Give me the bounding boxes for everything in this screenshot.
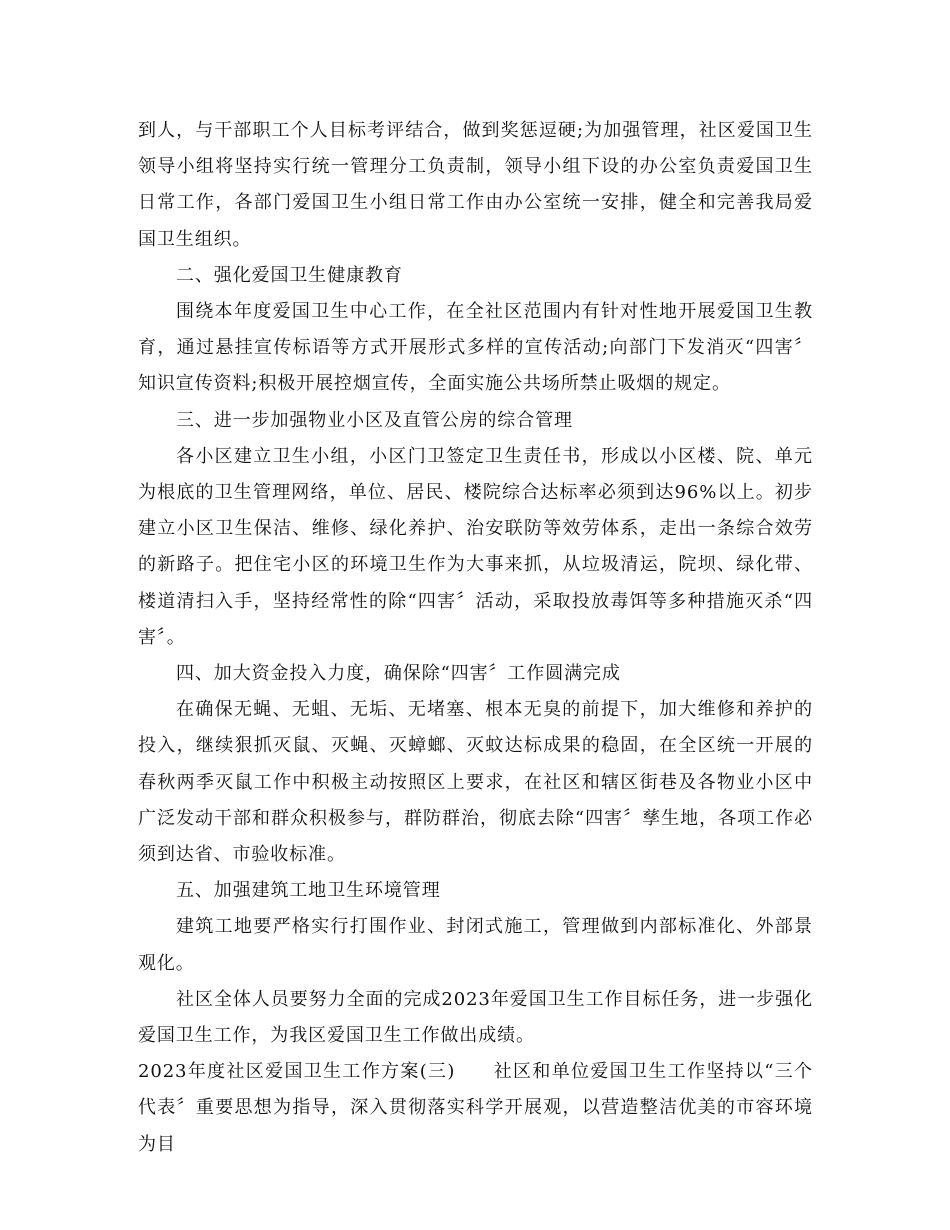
plan-three-title: 2023年度社区爱国卫生工作方案(三) — [138, 1061, 456, 1083]
section-heading-5: 五、加强建筑工地卫生环境管理 — [176, 880, 441, 902]
document-page — [138, 113, 813, 1163]
paragraph-conclusion: 社区全体人员要努力全面的完成2023年爱国卫生工作目标任务，进一步强化爱国卫生工作，为我区爱国卫生工作做出成绩。 — [138, 988, 813, 1047]
paragraph-funding: 在确保无蝇、无蛆、无垢、无堵塞、根本无臭的前提下，加大维修和养护的投入，继续狠抓灭鼠、灭蝇、灭蟑螂、灭蚊达标成果的稳固，在全区统一开展的春秋两季灭鼠工作中积极主动按照区上要求，在社区和辖区街巷及各物业小区中广泛发动干部和群众积极参与，群防群治，彻底去除“四害〞孳生地，各项工作必须到达省、市验收标准。 — [138, 699, 813, 866]
plan-three-body: 社区和单位爱国卫生工作坚持以“三个代表〞重要思想为指导，深入贯彻落实科学开展观，以营造整洁优美的市容环境为目 — [138, 1061, 813, 1155]
paragraph-community-management: 各小区建立卫生小组，小区门卫签定卫生责任书，形成以小区楼、院、单元为根底的卫生管理网络，单位、居民、楼院综合达标率必须到达96%以上。初步建立小区卫生保洁、维修、绿化养护、治安联防等效劳体系，走出一条综合效劳的新路子。把住宅小区的环境卫生作为大事来抓，从垃圾清运，院坝、绿化带、楼道清扫入手，坚持经常性的除“四害〞活动，采取投放毒饵等多种措施灭杀“四害〞。 — [138, 445, 813, 648]
section-heading-4: 四、加大资金投入力度，确保除“四害〞工作圆满完成 — [176, 663, 621, 685]
paragraph-construction-sites: 建筑工地要严格实行打围作业、封闭式施工，管理做到内部标准化、外部景观化。 — [138, 916, 813, 974]
plan-three-paragraph — [138, 1054, 813, 1163]
section-heading-3: 三、进一步加强物业小区及直管公房的综合管理 — [176, 409, 573, 431]
section-heading-2: 二、强化爱国卫生健康教育 — [176, 264, 403, 286]
paragraph-continuation: 到人，与干部职工个人目标考评结合，做到奖惩逗硬;为加强管理，社区爱国卫生领导小组将坚持实行统一管理分工负责制，领导小组下设的办公室负责爱国卫生日常工作，各部门爱国卫生小组日常工作由办公室统一安排，健全和完善我局爱国卫生组织。 — [138, 120, 813, 250]
paragraph-health-education: 围绕本年度爱国卫生中心工作，在全社区范围内有针对性地开展爱国卫生教育，通过悬挂宣传标语等方式开展形式多样的宣传活动;向部门下发消灭“四害〞知识宣传资料;积极开展控烟宣传，全面实施公共场所禁止吸烟的规定。 — [138, 301, 813, 395]
